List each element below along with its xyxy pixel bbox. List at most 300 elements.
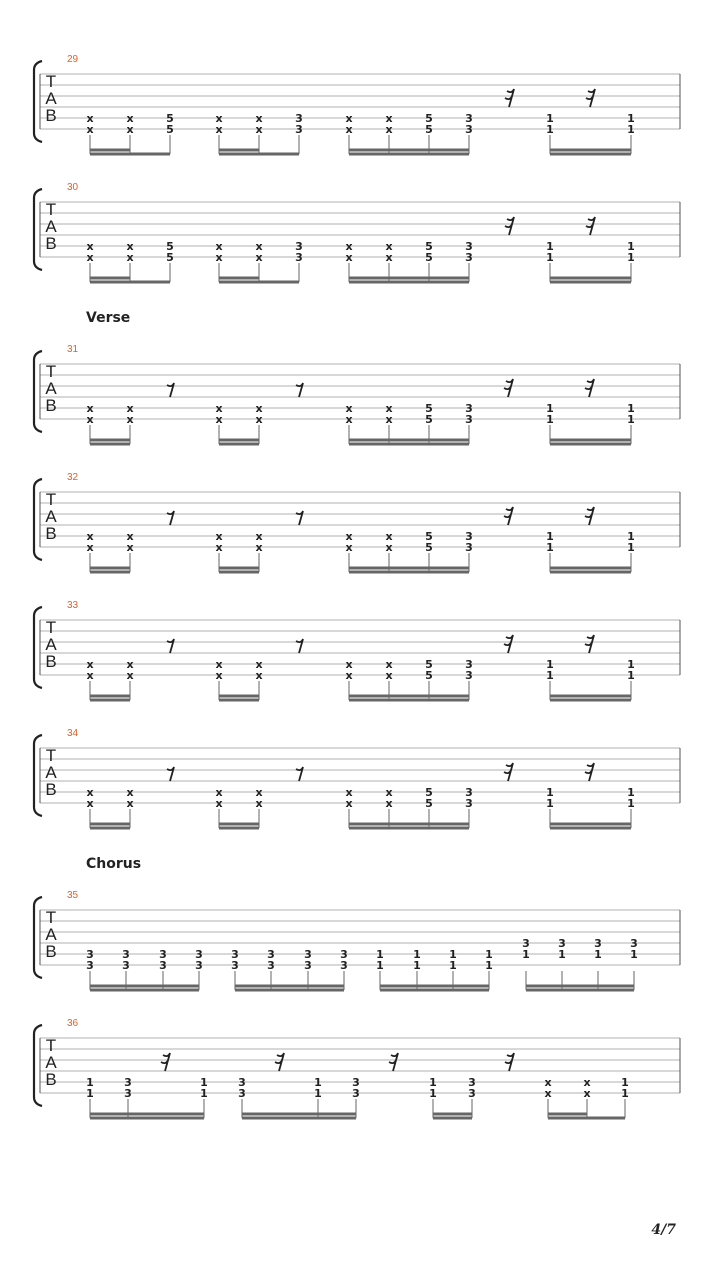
measure-number: 30 (67, 182, 79, 193)
fret-number: 3 (122, 948, 130, 961)
fret-number: 3 (558, 937, 566, 950)
note-beam (550, 281, 631, 284)
fret-number: 1 (413, 948, 421, 961)
fret-number: 3 (465, 123, 473, 136)
fret-number: 5 (425, 786, 433, 799)
note-beam (349, 567, 469, 570)
dead-note: x (215, 112, 223, 125)
note-beam (90, 571, 130, 574)
dead-note: x (86, 112, 94, 125)
fret-number: 1 (594, 948, 602, 961)
dead-note: x (126, 112, 134, 125)
dead-note: x (255, 786, 263, 799)
measure-number: 34 (67, 728, 79, 739)
dead-note: x (345, 240, 353, 253)
note-beam (349, 443, 469, 446)
fret-number: 3 (594, 937, 602, 950)
fret-number: 3 (340, 959, 348, 972)
system-bracket (34, 479, 42, 560)
note-beam (219, 149, 259, 152)
fret-number: 5 (166, 123, 174, 136)
note-beam (219, 699, 259, 702)
note-beam (550, 695, 631, 698)
fret-number: 1 (200, 1076, 208, 1089)
fret-number: 5 (425, 669, 433, 682)
dead-note: x (385, 530, 393, 543)
sixteenth-rest (586, 217, 595, 235)
fret-number: 3 (238, 1087, 246, 1100)
note-beam (90, 149, 130, 152)
eighth-rest (296, 639, 303, 653)
dead-note: x (215, 251, 223, 264)
note-beam (349, 827, 469, 830)
tab-clef-letter: A (45, 1053, 57, 1072)
dead-note: x (126, 123, 134, 136)
sixteenth-rest (504, 635, 513, 653)
note-beam (219, 571, 259, 574)
dead-note: x (86, 240, 94, 253)
note-beam (550, 149, 631, 152)
fret-number: 3 (465, 786, 473, 799)
dead-note: x (215, 541, 223, 554)
dead-note: x (345, 541, 353, 554)
fret-number: 1 (86, 1087, 94, 1100)
sixteenth-rest (586, 89, 595, 107)
sixteenth-rest (505, 1053, 514, 1071)
dead-note: x (86, 402, 94, 415)
fret-number: 1 (546, 786, 554, 799)
fret-number: 1 (376, 948, 384, 961)
fret-number: 1 (413, 959, 421, 972)
fret-number: 3 (195, 959, 203, 972)
fret-number: 1 (546, 112, 554, 125)
dead-note: x (126, 786, 134, 799)
fret-number: 3 (352, 1076, 360, 1089)
sixteenth-rest (504, 379, 513, 397)
tab-clef-letter: B (45, 780, 57, 799)
dead-note: x (215, 669, 223, 682)
fret-number: 5 (425, 123, 433, 136)
fret-number: 1 (546, 530, 554, 543)
note-beam (90, 277, 130, 280)
note-beam (219, 277, 259, 280)
note-beam (526, 989, 634, 992)
fret-number: 1 (429, 1076, 437, 1089)
fret-number: 3 (468, 1076, 476, 1089)
note-beam (550, 699, 631, 702)
tab-clef-letter: T (45, 908, 57, 927)
fret-number: 3 (295, 123, 303, 136)
fret-number: 3 (465, 240, 473, 253)
dead-note: x (255, 658, 263, 671)
dead-note: x (345, 797, 353, 810)
fret-number: 1 (558, 948, 566, 961)
system-bracket (34, 351, 42, 432)
note-beam (550, 823, 631, 826)
eighth-rest (167, 639, 174, 653)
tab-clef-letter: T (45, 200, 57, 219)
note-beam (90, 281, 170, 284)
eighth-rest (167, 383, 174, 397)
note-beam (349, 277, 469, 280)
tab-clef-letter: A (45, 925, 57, 944)
system-bracket (34, 607, 42, 688)
sixteenth-rest (585, 507, 594, 525)
tab-clef-letter: T (45, 362, 57, 381)
dead-note: x (255, 112, 263, 125)
fret-number: 3 (238, 1076, 246, 1089)
measure-number: 29 (67, 54, 79, 65)
measure-number: 32 (67, 472, 79, 483)
dead-note: x (86, 251, 94, 264)
fret-number: 3 (295, 112, 303, 125)
dead-note: x (385, 797, 393, 810)
tab-clef-letter: T (45, 1036, 57, 1055)
dead-note: x (255, 240, 263, 253)
fret-number: 1 (627, 786, 635, 799)
note-beam (90, 699, 130, 702)
eighth-rest (167, 511, 174, 525)
fret-number: 5 (425, 112, 433, 125)
dead-note: x (215, 413, 223, 426)
dead-note: x (385, 786, 393, 799)
fret-number: 3 (465, 541, 473, 554)
system-bracket (34, 61, 42, 142)
fret-number: 3 (465, 112, 473, 125)
dead-note: x (215, 786, 223, 799)
dead-note: x (126, 240, 134, 253)
fret-number: 1 (200, 1087, 208, 1100)
note-beam (433, 1113, 472, 1116)
tab-clef-letter: B (45, 942, 57, 961)
dead-note: x (255, 530, 263, 543)
fret-number: 3 (468, 1087, 476, 1100)
fret-number: 3 (465, 402, 473, 415)
dead-note: x (345, 402, 353, 415)
dead-note: x (215, 658, 223, 671)
dead-note: x (215, 240, 223, 253)
dead-note: x (255, 402, 263, 415)
note-beam (550, 443, 631, 446)
fret-number: 5 (166, 112, 174, 125)
system-bracket (34, 897, 42, 978)
note-beam (349, 149, 469, 152)
dead-note: x (126, 413, 134, 426)
note-beam (90, 695, 130, 698)
dead-note: x (86, 123, 94, 136)
dead-note: x (544, 1087, 552, 1100)
fret-number: 1 (376, 959, 384, 972)
dead-note: x (126, 669, 134, 682)
fret-number: 5 (166, 240, 174, 253)
fret-number: 3 (465, 530, 473, 543)
dead-note: x (86, 786, 94, 799)
note-beam (242, 1117, 356, 1120)
note-beam (219, 827, 259, 830)
note-beam (219, 567, 259, 570)
tab-clef-letter: A (45, 635, 57, 654)
dead-note: x (345, 658, 353, 671)
fret-number: 3 (630, 937, 638, 950)
note-beam (90, 1117, 204, 1120)
fret-number: 3 (267, 959, 275, 972)
note-beam (548, 1113, 587, 1116)
sixteenth-rest (275, 1053, 284, 1071)
eighth-rest (296, 383, 303, 397)
sixteenth-rest (161, 1053, 170, 1071)
note-beam (90, 823, 130, 826)
fret-number: 3 (195, 948, 203, 961)
note-beam (219, 823, 259, 826)
tab-clef-letter: B (45, 106, 57, 125)
fret-number: 3 (124, 1076, 132, 1089)
dead-note: x (255, 413, 263, 426)
fret-number: 1 (546, 402, 554, 415)
note-beam (349, 695, 469, 698)
sixteenth-rest (505, 217, 514, 235)
dead-note: x (345, 123, 353, 136)
fret-number: 1 (429, 1087, 437, 1100)
fret-number: 1 (449, 959, 457, 972)
note-beam (349, 699, 469, 702)
dead-note: x (255, 797, 263, 810)
tab-clef-letter: A (45, 763, 57, 782)
fret-number: 1 (627, 402, 635, 415)
note-beam (219, 281, 299, 284)
note-beam (90, 989, 199, 992)
tab-clef-letter: B (45, 652, 57, 671)
dead-note: x (126, 797, 134, 810)
fret-number: 1 (621, 1076, 629, 1089)
tab-clef-letter: T (45, 72, 57, 91)
note-beam (219, 695, 259, 698)
fret-number: 3 (465, 797, 473, 810)
fret-number: 3 (465, 669, 473, 682)
note-beam (219, 439, 259, 442)
eighth-rest (296, 767, 303, 781)
dead-note: x (583, 1076, 591, 1089)
dead-note: x (86, 413, 94, 426)
note-beam (550, 567, 631, 570)
fret-number: 1 (546, 669, 554, 682)
system-bracket (34, 1025, 42, 1106)
eighth-rest (296, 511, 303, 525)
fret-number: 3 (522, 937, 530, 950)
fret-number: 3 (465, 413, 473, 426)
fret-number: 1 (546, 797, 554, 810)
note-beam (349, 281, 469, 284)
fret-number: 1 (621, 1087, 629, 1100)
dead-note: x (385, 541, 393, 554)
sixteenth-rest (504, 507, 513, 525)
dead-note: x (345, 530, 353, 543)
dead-note: x (255, 123, 263, 136)
fret-number: 5 (425, 402, 433, 415)
dead-note: x (126, 530, 134, 543)
dead-note: x (385, 669, 393, 682)
note-beam (550, 827, 631, 830)
dead-note: x (345, 669, 353, 682)
fret-number: 5 (425, 658, 433, 671)
dead-note: x (385, 413, 393, 426)
dead-note: x (385, 402, 393, 415)
note-beam (550, 439, 631, 442)
dead-note: x (385, 123, 393, 136)
tab-clef-letter: B (45, 234, 57, 253)
note-beam (550, 571, 631, 574)
fret-number: 3 (295, 240, 303, 253)
note-beam (242, 1113, 356, 1116)
fret-number: 3 (465, 658, 473, 671)
tab-clef-letter: A (45, 89, 57, 108)
dead-note: x (583, 1087, 591, 1100)
note-beam (548, 1117, 625, 1120)
dead-note: x (255, 251, 263, 264)
dead-note: x (385, 251, 393, 264)
note-beam (90, 153, 170, 156)
dead-note: x (215, 797, 223, 810)
fret-number: 1 (627, 112, 635, 125)
note-beam (526, 985, 634, 988)
fret-number: 1 (546, 658, 554, 671)
eighth-rest (167, 767, 174, 781)
fret-number: 3 (231, 948, 239, 961)
tab-clef-letter: B (45, 1070, 57, 1089)
dead-note: x (126, 658, 134, 671)
fret-number: 1 (627, 797, 635, 810)
dead-note: x (255, 669, 263, 682)
measure-number: 36 (67, 1018, 79, 1029)
fret-number: 3 (352, 1087, 360, 1100)
page-number: 4/7 (651, 1222, 676, 1238)
measure-number: 31 (67, 344, 79, 355)
note-beam (235, 989, 344, 992)
fret-number: 5 (425, 797, 433, 810)
dead-note: x (215, 530, 223, 543)
measure-number: 35 (67, 890, 79, 901)
fret-number: 3 (340, 948, 348, 961)
dead-note: x (385, 240, 393, 253)
fret-number: 3 (159, 948, 167, 961)
dead-note: x (126, 541, 134, 554)
dead-note: x (345, 251, 353, 264)
dead-note: x (126, 402, 134, 415)
tab-clef-letter: B (45, 396, 57, 415)
tab-clef-letter: A (45, 507, 57, 526)
measure-number: 33 (67, 600, 79, 611)
fret-number: 1 (522, 948, 530, 961)
fret-number: 1 (485, 959, 493, 972)
dead-note: x (215, 402, 223, 415)
dead-note: x (86, 530, 94, 543)
tab-clef-letter: A (45, 217, 57, 236)
sixteenth-rest (585, 763, 594, 781)
fret-number: 1 (546, 541, 554, 554)
fret-number: 5 (425, 240, 433, 253)
fret-number: 3 (304, 948, 312, 961)
fret-number: 1 (314, 1087, 322, 1100)
section-label-verse: Verse (86, 310, 131, 326)
fret-number: 5 (425, 413, 433, 426)
fret-number: 5 (425, 541, 433, 554)
note-beam (90, 985, 199, 988)
fret-number: 1 (627, 251, 635, 264)
system-bracket (34, 735, 42, 816)
fret-number: 1 (630, 948, 638, 961)
note-beam (235, 985, 344, 988)
dead-note: x (345, 413, 353, 426)
fret-number: 1 (449, 948, 457, 961)
note-beam (349, 571, 469, 574)
tab-clef-letter: A (45, 379, 57, 398)
tab-clef-letter: T (45, 746, 57, 765)
dead-note: x (385, 658, 393, 671)
dead-note: x (86, 797, 94, 810)
note-beam (219, 443, 259, 446)
dead-note: x (215, 123, 223, 136)
dead-note: x (255, 541, 263, 554)
fret-number: 1 (86, 1076, 94, 1089)
fret-number: 1 (627, 413, 635, 426)
sixteenth-rest (504, 763, 513, 781)
dead-note: x (345, 112, 353, 125)
fret-number: 3 (304, 959, 312, 972)
fret-number: 3 (124, 1087, 132, 1100)
note-beam (433, 1117, 472, 1120)
fret-number: 3 (295, 251, 303, 264)
dead-note: x (345, 786, 353, 799)
tab-clef-letter: B (45, 524, 57, 543)
note-beam (90, 443, 130, 446)
tab-clef-letter: T (45, 490, 57, 509)
note-beam (550, 277, 631, 280)
fret-number: 3 (465, 251, 473, 264)
sixteenth-rest (389, 1053, 398, 1071)
fret-number: 1 (627, 658, 635, 671)
dead-note: x (86, 541, 94, 554)
note-beam (90, 439, 130, 442)
fret-number: 5 (425, 251, 433, 264)
sixteenth-rest (505, 89, 514, 107)
fret-number: 3 (86, 948, 94, 961)
fret-number: 1 (485, 948, 493, 961)
sixteenth-rest (585, 379, 594, 397)
note-beam (90, 827, 130, 830)
note-beam (90, 1113, 204, 1116)
note-beam (349, 823, 469, 826)
fret-number: 1 (546, 240, 554, 253)
fret-number: 3 (231, 959, 239, 972)
fret-number: 1 (627, 123, 635, 136)
system-bracket (34, 189, 42, 270)
fret-number: 1 (546, 413, 554, 426)
fret-number: 1 (546, 251, 554, 264)
fret-number: 5 (425, 530, 433, 543)
section-label-chorus: Chorus (86, 856, 142, 872)
fret-number: 3 (86, 959, 94, 972)
note-beam (219, 153, 299, 156)
note-beam (380, 985, 489, 988)
fret-number: 1 (314, 1076, 322, 1089)
dead-note: x (544, 1076, 552, 1089)
fret-number: 1 (627, 541, 635, 554)
fret-number: 1 (546, 123, 554, 136)
note-beam (349, 439, 469, 442)
sixteenth-rest (585, 635, 594, 653)
fret-number: 3 (267, 948, 275, 961)
note-beam (349, 153, 469, 156)
fret-number: 1 (627, 530, 635, 543)
